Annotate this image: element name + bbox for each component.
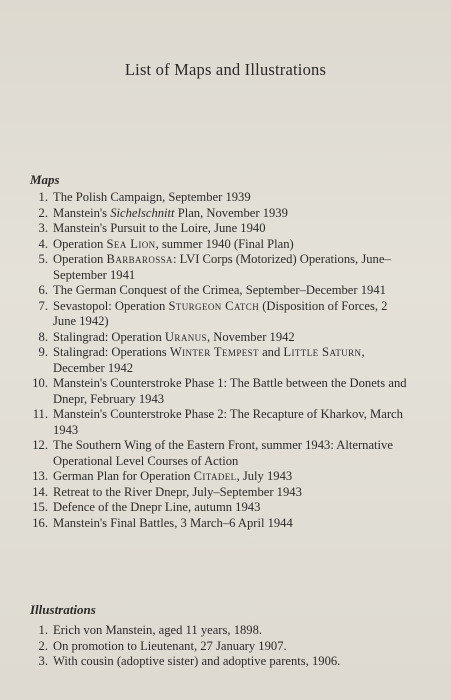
item-text (53, 252, 408, 283)
item-text-run: and (258, 345, 284, 359)
item-number: 1. (38, 190, 48, 204)
item-number: 9. (38, 345, 48, 359)
item-text-run: Sevastopol: Operation (53, 298, 169, 313)
item-text-run: Defence of the Dnepr Line, autumn 1943 (53, 500, 261, 514)
item-text-run: , December 1942 (53, 345, 365, 375)
item-text-run: Manstein's Final Battles, 3 March–6 April 1944 (53, 515, 293, 530)
item-text-run: Operation (53, 236, 107, 251)
map-list-item (0, 376, 451, 407)
item-text (53, 283, 408, 299)
item-text-run: Barbarossa (106, 252, 173, 266)
item-number: 1. (38, 623, 48, 637)
item-number: 6. (38, 283, 48, 297)
item-text (53, 221, 408, 237)
item-text-run: Little Saturn (283, 345, 362, 359)
map-list-item (0, 500, 451, 516)
item-text (53, 190, 408, 206)
illustrations-list (0, 623, 451, 670)
item-text-run: Stalingrad: Operations (53, 345, 170, 359)
item-text (53, 407, 408, 438)
item-text-run: Sichelschnitt (110, 205, 175, 220)
item-text-run: Manstein's (53, 205, 111, 220)
map-list-item (0, 516, 451, 532)
map-list-item (0, 190, 451, 206)
item-number: 13. (32, 469, 48, 483)
item-number: 5. (38, 252, 48, 266)
item-text-run: Sturgeon Catch (168, 298, 260, 313)
item-text (53, 500, 408, 516)
item-text-run: , November 1942 (206, 329, 295, 344)
item-number: 12. (32, 438, 48, 452)
item-text-run: The Polish Campaign, September 1939 (53, 190, 251, 204)
illustration-list-item (0, 623, 451, 639)
item-text (53, 654, 408, 670)
map-list-item (0, 221, 451, 237)
item-text-run: Plan, November 1939 (174, 205, 288, 220)
map-list-item (0, 330, 451, 346)
item-number: 3. (38, 654, 48, 668)
illustration-list-item (0, 639, 451, 655)
item-text-run: Sea Lion (106, 236, 156, 251)
item-number: 3. (38, 221, 48, 235)
item-number: 4. (38, 236, 48, 251)
item-text (53, 516, 408, 532)
map-list-item (0, 237, 451, 253)
item-text-run: Erich von Manstein, aged 11 years, 1898. (53, 623, 263, 637)
item-text-run: Retreat to the River Dnepr, July–September 1943 (53, 484, 302, 499)
map-list-item (0, 252, 451, 283)
item-text-run: With cousin (adoptive sister) and adoptive parents, 1906. (53, 654, 341, 668)
maps-heading: Maps (30, 172, 60, 187)
item-text (53, 376, 408, 407)
map-list-item (0, 299, 451, 330)
map-list-item (0, 485, 451, 501)
map-list-item (0, 206, 451, 222)
item-text (53, 438, 408, 469)
item-number: 16. (32, 515, 48, 530)
item-text (53, 299, 408, 330)
item-text-run: Operation (53, 252, 107, 266)
map-list-item (0, 345, 451, 376)
item-text-run: Uranus (164, 329, 207, 344)
item-number: 7. (38, 298, 48, 313)
illustrations-heading: Illustrations (30, 602, 96, 617)
item-text (53, 206, 408, 222)
item-number: 14. (32, 484, 48, 499)
item-text-run: (Disposition of Forces, 2 June 1942) (53, 298, 388, 328)
item-text (53, 469, 408, 485)
item-text (53, 485, 408, 501)
item-text-run: Citadel (193, 469, 237, 483)
item-text-run: , summer 1940 (Final Plan) (155, 236, 294, 251)
item-text-run: Stalingrad: Operation (53, 329, 165, 344)
map-list-item (0, 283, 451, 299)
item-text-run: The German Conquest of the Crimea, September–December 1941 (53, 283, 386, 297)
item-text-run: : LVI Corps (Motorized) Operations, June–September 1941 (53, 252, 391, 282)
item-text (53, 330, 408, 346)
item-text-run: German Plan for Operation (53, 469, 194, 483)
item-number: 2. (38, 638, 48, 653)
item-text (53, 623, 408, 639)
item-number: 2. (38, 205, 48, 220)
item-text-run: Manstein's Pursuit to the Loire, June 1940 (53, 221, 266, 235)
illustration-list-item (0, 654, 451, 670)
item-number: 10. (32, 376, 48, 390)
item-number: 11. (32, 407, 48, 421)
item-text-run: Manstein's Counterstroke Phase 1: The Battle between the Donets and Dnepr, February 1943 (53, 376, 407, 406)
item-text-run: , July 1943 (236, 469, 293, 483)
item-text-run: The Southern Wing of the Eastern Front, summer 1943: Alternative Operational Level Courses of Action (53, 438, 393, 468)
map-list-item (0, 407, 451, 438)
item-number: 15. (32, 500, 48, 514)
item-number: 8. (38, 329, 48, 344)
maps-list (0, 190, 451, 531)
page-title: List of Maps and Illustrations (124, 60, 327, 79)
item-text (53, 237, 408, 253)
map-list-item (0, 438, 451, 469)
item-text-run: On promotion to Lieutenant, 27 January 1907. (53, 638, 287, 653)
item-text-run: Manstein's Counterstroke Phase 2: The Recapture of Kharkov, March 1943 (53, 407, 403, 437)
map-list-item (0, 469, 451, 485)
item-text (53, 639, 408, 655)
item-text (53, 345, 408, 376)
item-text-run: Winter Tempest (169, 345, 259, 359)
